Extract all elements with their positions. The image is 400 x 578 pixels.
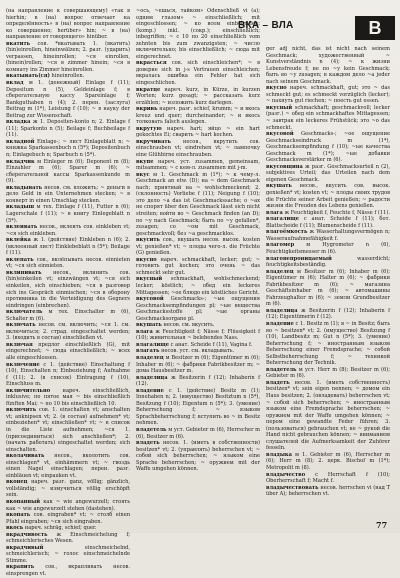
dictionary-entry [6, 499, 130, 512]
dictionary-entry [136, 106, 260, 126]
entry-headword: вкатить [6, 40, 31, 47]
dictionary-entry [266, 216, 390, 229]
dictionary-entry [136, 159, 260, 172]
dictionary-entry [266, 452, 390, 472]
dictionary-entry [266, 380, 390, 452]
entry-headword: вкладыш [6, 204, 35, 211]
entry-text: с Herrschaft f (10); Oberherrschaft f; Macht f. [266, 471, 390, 485]
entry-text: ж разг. Geschmacksurteil n (2), subjektives Urteil; das Urteilen nach dem eigenen Geschmack. [266, 163, 390, 183]
entry-text: м уст. Gebieter m (6), Herrscher m (6), Besitzer m (6). [136, 427, 261, 440]
entry-headword: вкладывать [6, 184, 43, 191]
entry-headword: вклеивать [6, 224, 38, 231]
entry-text: нареч. schmackhaft, lecker; gut; ~ готовить gut kochen; это очень ~ das schmeckt sehr gut. [136, 256, 261, 276]
entry-text: ж Besitzerin f (12); Inhaberin f (12). [136, 374, 260, 388]
dictionary-entry [136, 329, 260, 342]
entry-headword: вклейка [6, 237, 31, 244]
entry-headword: владелица [136, 374, 168, 381]
entry-text: несов. см. вкусить. [163, 322, 215, 329]
entry-text: нареч. einschließlich, inklusive; по пятое мая ~ bis einschließlich fünften Mai; ~ по 10 bis einschließlich 10. [6, 387, 131, 407]
dictionary-entry [136, 257, 260, 277]
entry-headword: владелица [266, 307, 298, 314]
entry-text: м уст. Herr m (8); Besitzer m (6); Gebieter m (6). [266, 366, 390, 380]
entry-text: schmackhaft; geschmackvoll; lecker (разг.) ~ обед ein schmackhaftes Mittagessen; ~ завтрак ein leckeres Frühstück; это ~о das schmeckt. [266, 104, 390, 131]
entry-text: сов., вкушать несов. высок. kosten vt; genießen* vt; ~ плоды чего-л. die Früchte (G) genießen. [136, 237, 261, 257]
dictionary-entry [6, 309, 130, 322]
entry-text: ж Feuchtigkeit f; Nässe f; Flüssigkeit f (10); живительная ~ belebendes Nass. [136, 328, 260, 342]
entry-text: Geschmacks-; ~ые ощущения Geschmacksempfindungen pl; ~ые вещества Geschmacksstoffe pl; ~ые органы Geschmacksorgane pl. [136, 296, 260, 322]
dictionary-entry [266, 183, 390, 209]
dictionary-entry [266, 269, 390, 308]
entry-text: несов., вкусить сов. высок. genießen* vt; kosten vt; ~ плоды своих трудов die Früchte seiner Arbeit genießen; ~ радости жизни die Freuden des Lebens genießen. [266, 183, 390, 210]
entry-headword: влага [266, 209, 283, 216]
dictionary-entry [266, 105, 390, 131]
dictionary-entry [136, 126, 260, 139]
entry-headword: включатель [6, 309, 43, 316]
entry-text: м тех. Einschalter m (6), Schalter m (6). [6, 309, 130, 322]
entry-headword: включать [6, 322, 36, 329]
entry-headword: владетель [136, 427, 167, 433]
entry-text: нареч. разг. schief, krumm; ~ и вкось kreuz und quer; durcheinander; ~ и вкось толковать falsch auslegen. [136, 106, 260, 126]
entry-headword: включение [6, 361, 40, 368]
entry-text: нареч. schmackhaft, gut; это ~ das schmeckt gut; es schmeckt vorzüglich (lecker); ~ пахнуть gut riechen; ~ поесть gut essen. [266, 85, 390, 105]
entry-text: несов. см. включить; ~ся 1. см. включиться; 2. страд. eingeschaltet werden; 3. (входить в состав) einschließen vt. [6, 322, 130, 342]
entry-text: с 1. Besitz m (1); в ~ in Besitz; быть во ~ besitzen* vt; 2. (имущество) Besitzung f (10), Landbesitz m; Gut n (5*); 3. (умение) Beherrschung f; ~ иностранным языком Beherrschung einer Fremdsprache; ~ собой Selbstbeherrschung f; ~ техникой Beherrschung der Technik. [266, 320, 391, 367]
entry-text: нареч. hart; яйцо ~ ein hart gekochtes Ei; сварить ~ hart kochen. [136, 125, 260, 139]
entry-headword: вклад [6, 80, 24, 87]
entry-headword: вклепать [6, 256, 34, 263]
entry-text: сов. sich einschleichen*; ~ в доверие sich in j-s Vertrauen einschleichen; вкралась ошибка ein Fehler hat sich eingeschlichen. [136, 60, 260, 87]
entry-text: сов. 1. einschalten vt; anschalten vt; anknipsen vt; 2. (в состав) aufnehmen* vt; einbeziehen* vt; einschließen* vt; ~ в список in die Liste aufnehmen; ~ся 1. (присоединиться) sich anschließen*; 2. (начать работать) eingeschaltet werden; sich einschalten. [6, 407, 130, 453]
entry-headword: вкушать [136, 322, 162, 329]
entry-text: нареч. разг. ganz, völlig; gänzlich, vollständig; ~ измучиться völlig erschöpft sein. [6, 479, 131, 499]
entry-text: einschmeichelnd, schmeichlerisch; ~ голос einschmeichelnde Stimme. [6, 544, 130, 564]
entry-text: м 1. Gebieter m (6), Herrscher m (6); Herr m (8); 2. церк. Bischof m (1*); Metropolit m (8). [266, 451, 390, 471]
entry-text: (на направление к совершающему) «так в hierhin; в (на) вопрос отвечает на определённость» в (на) вопрос направление ко совершенно; herüber» hin; ~ в (на) направление от говорящего» hinüber. [6, 8, 130, 41]
entry-text: нареч. уст. zusammen, gemeinsam, mitsammen; ~ с кем-л. zusammen mit j-m. [136, 158, 260, 172]
dictionary-entry [266, 229, 390, 242]
dictionary-entry [6, 388, 130, 408]
entry-text: несов., вклинить сов. (hin)einkeilen vt; einzwängen vt; ~ся sich einkeilen, sich einschieben; ~ся в разговор sich ins Gespräch einmischen; ~ся в оборону противника in die Verteidigung des Gegners eindringen (einbrechen). [6, 269, 130, 309]
dictionary-entry [6, 41, 130, 74]
entry-text: несов., вклеить сов. einkleben vt; ~ся sich einkleben. [6, 224, 130, 237]
dictionary-entry [136, 355, 260, 375]
entry-text: ж 1. (действие) Einkleben n (6); 2. (вклеенный лист) Einklebeblatt n (5*); Beilage f (11). [6, 237, 131, 257]
dictionary-entry [136, 237, 260, 257]
dictionary-entry [6, 362, 130, 388]
entry-headword: вкус [136, 171, 150, 178]
entry-headword: владычество [266, 471, 306, 478]
dictionary-entry [266, 367, 390, 380]
entry-text: сов., вкрапливать несов. einsprengen vt. [6, 564, 130, 578]
dictionary-entry [6, 564, 130, 577]
dictionary-entry [136, 296, 260, 322]
dictionary-entry [136, 8, 260, 60]
entry-text: сов., вклёпывать несов. einnieten vt; ~ся sich einnieten. [6, 256, 131, 270]
entry-headword: вкусно [266, 85, 287, 92]
entry-text: hineinrollen. [51, 73, 85, 80]
dictionary-entry [136, 375, 260, 388]
entry-text: несов. herrschen vi (над Т über A); beherrschen vt. [266, 484, 390, 498]
dictionary-entry [6, 159, 130, 185]
entry-text: ж Wasserhaltungsvermögen n; Wasseraufnahmefähigkeit f. [266, 229, 390, 242]
entry-headword: вкусовой [136, 296, 164, 303]
entry-headword: вкрадчивый [6, 544, 44, 551]
entry-text: сов. *вкатывать 1. (вкатить) (hin)einrollen, hineinwälzen; 2. разг. (ударить) verpassen, hineinrollen; ~ся einrollen, (hinein)rollen; ~ся в zimmer hinein; ~ся в комнату ins Zimmer hineinrollen. [6, 40, 130, 73]
entry-headword: влага [136, 328, 153, 335]
dictionary-entry [6, 185, 130, 205]
entry-headword: вкупе [136, 158, 154, 165]
entry-headword: включить [6, 407, 37, 414]
entry-headword: влагалище [136, 341, 169, 348]
dictionary-entry [266, 85, 390, 105]
dictionary-entry [266, 485, 390, 498]
dictionary-entry [136, 60, 260, 86]
entry-headword: владеть [266, 379, 290, 386]
entry-text: как ~ wie angewurzelt; стоять как ~ wie angewurzelt stehen (dastehen). [6, 499, 131, 512]
entry-headword: влагалище [266, 216, 299, 223]
entry-text: м Besitzer m (6); Eigentümer m (6); Inhaber m (6); ~ фабрики Fabrikbesitzer m; ~ дома Hausbesitzer m. [136, 354, 260, 375]
entry-text: с 1. (действие) Einschaltung f (10), Einschalten n; Einbeziehung f; Aufnahme f (11); 2. (в список) Eintragung f (10), Einschluss m. [6, 361, 130, 388]
dictionary-entry [136, 440, 260, 473]
entry-headword: вколачивать [6, 453, 45, 460]
entry-text: нареч. kurz, in Kürze, in kurzen Worten; kurz gesagt; ~ рассказать kurz erzählen; ~ изложить kurz darlegen. [136, 86, 260, 106]
entry-text: Geschmacks-; ~ое ощущение Geschmackseindruck m (1*), Geschmacksempfindung f (10); ~ые качества Geschmack m (1*); ~ые добавки Geschmacksverstärker m (6). [266, 131, 390, 164]
dictionary-entry [266, 472, 390, 485]
dictionary-entry [6, 342, 130, 362]
dictionary-entry [136, 427, 260, 440]
dictionary-entry [6, 453, 130, 479]
entry-text: м Hygrometer n (6), Feuchtigkeitsmesser m (6). [266, 242, 390, 255]
entry-text: несов. 1. (иметь в собственности) besitzen* vt; 2. (управлять) beherrschen vt; ~ собой sich beherrschen; ~ языком eine Sprache beherrschen; ~ оружием mit der Waffe umgehen können. [136, 440, 261, 473]
entry-headword: вкусно [136, 256, 157, 263]
entry-text: ж Einschmeichelung f; schmeichlerisches Wesen. [6, 531, 130, 545]
dictionary-entry [6, 119, 130, 139]
entry-text: м 1. (денежный) Einlage f (11); Depositum n (5), Geldeinlage f; в сберегательную кассу Spareinlage f; Bankguthaben n (4); 2. перен. (заслуга) Beitrag m (1*), Leistung f (10); ~ в науку der Beitrag zur Wissenschaft. [6, 80, 130, 119]
entry-headword: владеть [136, 440, 160, 447]
dictionary-entry [266, 321, 390, 367]
entry-headword: вкопать [6, 512, 31, 519]
dictionary-entry [6, 407, 130, 453]
dictionary-entry [6, 479, 130, 499]
letter-tab: В [355, 16, 395, 40]
entry-headword: вкусный [136, 276, 163, 283]
dictionary-entry [136, 139, 260, 159]
entry-headword: вкручивать [136, 138, 171, 145]
entry-headword: вкопанный [6, 499, 40, 506]
entry-text: м 1. Geschmack m (1*); ~ к чему-л. Geschmack an etw. (D); на ~ dem Geschmack nach; приятный на ~ wohlschmeckend; 2. (склонность) Vorliebe f (11); Neigung f (10); это дело ~а das ist Geschmackssache; о ~ах не спорят über den Geschmack lässt sich nicht streiten; войти во ~ Geschmack finden (an D); по ~у nach Geschmack; быть по ~у gefallen*, zusagen; со ~ом mit Geschmack, geschmackvoll; без ~а geschmacklos. [136, 171, 260, 237]
entry-headword: вкатывать(ся) [6, 73, 50, 80]
entry-headword: вкрасться [136, 60, 167, 67]
entry-text: м тех. Einlage f (11), Futter n (6); Lagerschale f (11); ~ в книгу Einlegeblatt n (5*). [6, 204, 130, 224]
entry-text: с анат. Scheide f (11); бот. Blattscheide f (11); Blumenscheide f (11). [266, 216, 391, 229]
entry-text: несов. см. вложить; ~ деньги в дело Geld in ein Unternehmen stecken; ~ в конверт in einen Umschlag stecken. [6, 184, 130, 204]
dictionary-entry [6, 322, 130, 342]
entry-headword: вкушать [266, 183, 292, 190]
entry-headword: владетель [266, 366, 297, 373]
dictionary-entry [136, 172, 260, 237]
dictionary-entry [266, 256, 390, 269]
dictionary-entry [266, 308, 390, 321]
entry-text: м Einleger m (6); Deponent m (8); Einzahler m (6); Sparer m (6); ~ сберегательной кассы Sparkassenkunde m (9). [6, 158, 131, 185]
entry-text: schmackhaft, wohlschmeckend; lecker; köstlich; ~ обед ein leckeres Mittagessen; ~ое блюдо ein köstliches Gericht. [136, 276, 261, 296]
entry-text: ~ось, ~ешься, тайком» Odenschließ vi (a); одним глазом» ~ einschließlich; mit eingeschlossen; ~ ко всем einbegriffen; (komp.) inkl. (сокр.); einschließlich; inbegriffen; ~ с 10 по 20 einschließlich vom zehnten bis zum zwanzigsten; ~ число включительно; bis einschließlich; ~ сюда mit eingerechnet. [136, 8, 260, 60]
entry-headword: вкладка [6, 119, 31, 126]
entry-headword: влагомер [266, 242, 295, 249]
entry-headword: включая [6, 341, 33, 348]
entry-text: wasserdicht; feuchtigkeitsbeständig. [266, 255, 390, 269]
dictionary-entry [6, 545, 130, 565]
entry-headword: владение [266, 320, 294, 327]
column-1 [6, 8, 131, 578]
entry-text: несов., вкрутить сов. einschrauben vt; eindrehen vt; ~ лампочку eine Glühbirne einschrauben. [136, 138, 260, 159]
entry-headword: влагонепроницаемый [266, 255, 332, 262]
dictionary-entry [266, 131, 390, 164]
entry-headword: вкладчик [6, 158, 35, 165]
entry-text: Einlage-; ~ лист Einlageblatt n; ~ книжка Sparkassenbuch n (5*); Depositenbuch n; Einlagebuch n; Sparbuch n (5*). [6, 138, 130, 159]
entry-text: несов. 1. (иметь собственность) besitzen* vt; sein eigen nennen; ~ домом ein Haus besitzen; 2. (овладевать) beherrschen vt; ~ собой sich beherrschen; ~ иностранным языком eine Fremdsprache beherrschen; ~ оружием mit der Waffe umgehen können; ~ пером eine gewandte Feder führen; 3. (пользоваться) gebrauchen vt; не ~ рукой die Hand nicht gebrauchen können; ~ вниманием слушателей die Aufmerksamkeit der Zuhörer fesseln. [266, 379, 390, 452]
entry-headword: вкось [6, 525, 24, 532]
entry-text: ger adj nicht, das ist nicht nach seinem Geschmack; художественный ~ Kunstverständnis n (4); ~ к жизни Lebensfreude f; не по ~у kein Geschmack; быть во ~у zusagen; в каждом дело ~а jeder nach seinem Geschmack. [266, 46, 390, 85]
entry-headword: вкрутую [136, 125, 162, 132]
entry-headword: влагоёмкость [266, 229, 308, 236]
dictionary-entry [6, 224, 130, 237]
dictionary-entry [136, 388, 260, 427]
dictionary-entry [266, 164, 390, 184]
entry-headword: вкусный [266, 104, 293, 111]
entry-headword: вкладной [6, 138, 35, 145]
entry-headword: вкусовщина [266, 163, 303, 170]
entry-headword: включительно [6, 387, 51, 394]
entry-headword: владение [136, 387, 164, 394]
entry-text: с 1. (действие) Besitz m (1); Innehaben n; 2. (имущество) Besitztum n (5*), Besitzung f (10); Eigentum n (5*); 3. (умение) Beherrschung f; ~ языком Sprachbeherrschung f; вступить во ~ in Besitz nehmen. [136, 387, 260, 427]
entry-headword: владелец [136, 354, 164, 361]
entry-headword: владычествовать [266, 484, 319, 491]
page-number: 77 [376, 520, 388, 530]
dictionary-entry [6, 8, 130, 41]
dictionary-entry [136, 87, 260, 107]
dictionary-entry [266, 46, 390, 85]
dictionary-entry [6, 257, 130, 270]
entry-headword: влагать [136, 348, 160, 355]
entry-text: м Besitzer m (6); Inhaber m (6); Eigentümer m (6); Halter m (6); ~ фабрики Fabrikbesitzer m (6); ~ магазина Geschäftsinhaber m (6); ~ автомашины Fahrzeughalter m (6); ~ земли Grundbesitzer m (6). [266, 268, 391, 308]
entry-text: нареч. schräg, schief; quer. [24, 525, 97, 532]
dictionary-entry [6, 532, 130, 545]
entry-headword: вклинивать [6, 269, 42, 276]
entry-headword: вконец [6, 479, 28, 486]
dictionary-entry [6, 204, 130, 224]
entry-text: сов. eingraben* vt; ~ столб einen Pfahl eingraben; ~ся sich eingraben. [6, 512, 130, 525]
entry-headword: вкривь [136, 106, 158, 113]
entry-text: ж Feuchtigkeit f, Feuchte f, Nässe f (11). [284, 209, 390, 216]
entry-text: ж Besitzerin f (12); Inhaberin f (12); Eigentümerin f (12). [266, 307, 390, 321]
dictionary-entry [6, 512, 130, 525]
dictionary-entry [6, 139, 130, 159]
dictionary-entry [6, 237, 130, 257]
entry-text: с анат. Scheide f (11), Vagina f. [170, 341, 253, 348]
entry-text: предлог einschließlich (G), mit eingerechnet; ~ сюда einschließlich; ~ всех alle eingeschlossen. [6, 341, 130, 361]
entry-headword: вкусовой [266, 131, 294, 138]
entry-headword: владелец [266, 268, 294, 275]
entry-headword: владыка [266, 451, 292, 458]
running-head: ВКА – ВЛА [238, 20, 294, 31]
column-3 [266, 8, 390, 516]
entry-text: несов., вколотить сов. einschlagen* vt, einhämmern vt; ~ гвоздь einen Nagel einschlagen; перен. разг. einbläuen vt; einpauken vt. [6, 453, 130, 479]
dictionary-entry [266, 242, 390, 255]
dictionary-entry [6, 80, 130, 119]
dictionary-entry [136, 276, 260, 296]
entry-headword: вкусить [136, 237, 160, 244]
entry-headword: вкрадчивость [6, 531, 48, 538]
entry-text: ж 1. Depositen-konto n; 2. Einlage f (11); Sparkonto n (5); Beilage f; Buchbeilage f (11). [6, 119, 130, 139]
dictionary-entry [6, 270, 130, 309]
entry-text: несов. уст. см. вкладывать. [161, 348, 235, 355]
entry-headword: вкрапить [6, 564, 35, 571]
column-2 [136, 8, 260, 516]
entry-headword: вкратце [136, 86, 161, 93]
